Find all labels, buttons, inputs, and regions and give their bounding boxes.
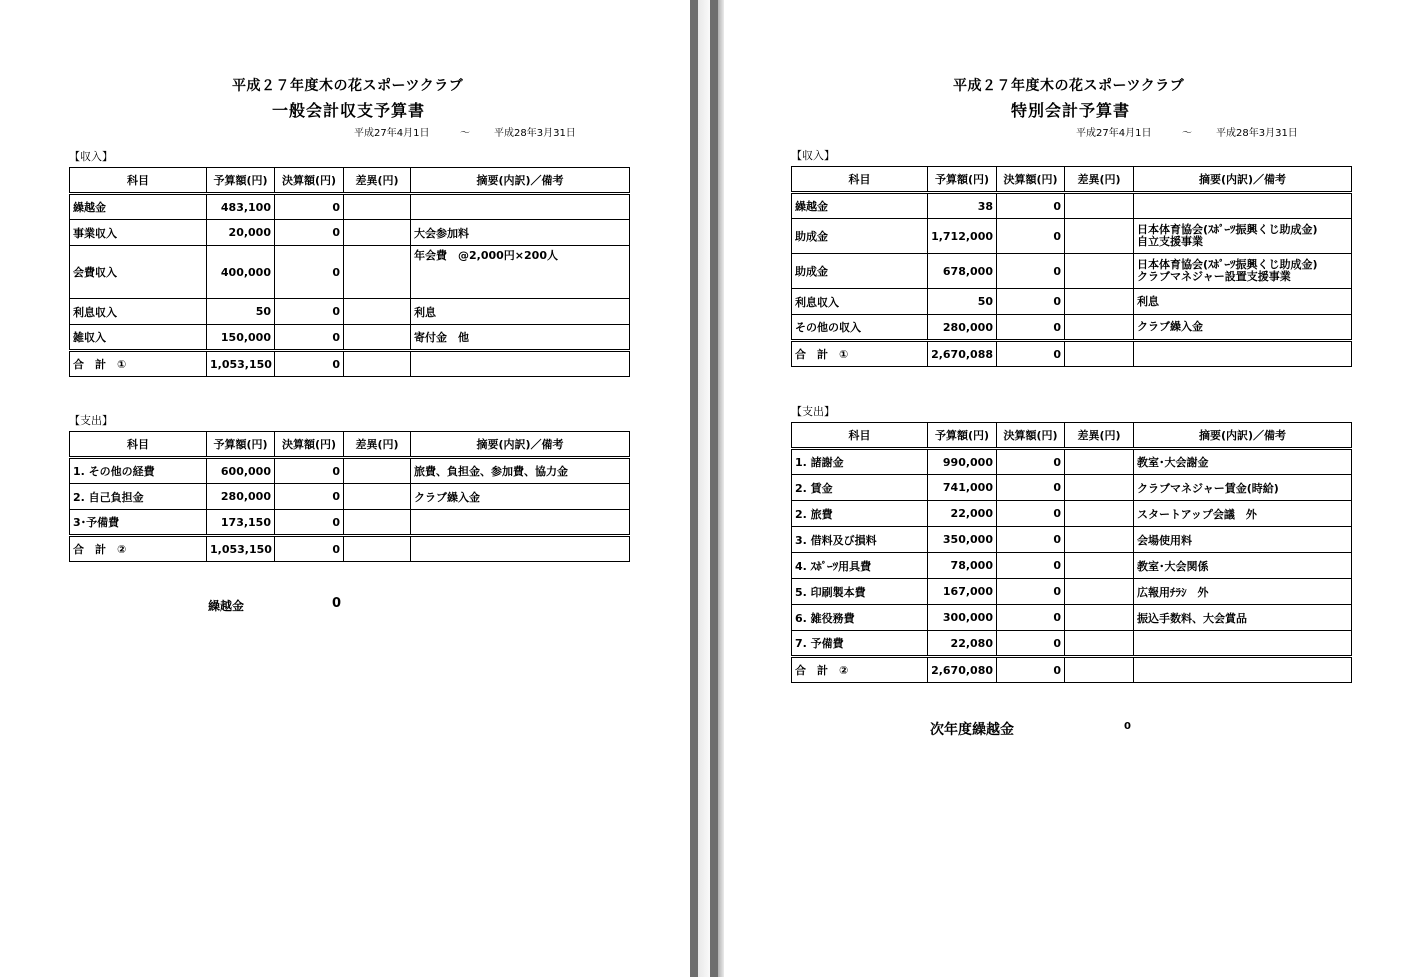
row-settled: 0 — [275, 194, 344, 220]
row-budget: 350,000 — [928, 527, 997, 553]
col-diff: 差異(円) — [344, 432, 411, 458]
row-budget: 280,000 — [928, 315, 997, 341]
table-row — [70, 458, 630, 484]
row-budget: 600,000 — [207, 458, 275, 484]
row-budget: 22,000 — [928, 501, 997, 527]
right-period-tilde: ～ — [1182, 128, 1192, 139]
left-period-end: 平成28年3月31日 — [494, 128, 576, 139]
table-header-row — [70, 168, 630, 194]
page-separator — [710, 0, 718, 977]
row-settled: 0 — [997, 219, 1065, 254]
row-subject: 雑収入 — [70, 325, 207, 351]
row-diff — [1065, 579, 1134, 605]
row-settled: 0 — [275, 299, 344, 325]
col-subject: 科目 — [70, 168, 207, 194]
table-row — [792, 289, 1352, 315]
row-budget: 678,000 — [928, 254, 997, 289]
row-diff — [344, 325, 411, 351]
table-header-row — [792, 423, 1352, 449]
row-subject: 7. 予備費 — [792, 631, 928, 657]
left-expense-table — [69, 431, 630, 562]
total-note — [411, 351, 630, 377]
row-diff — [1065, 631, 1134, 657]
total-subject: 合 計 ① — [792, 341, 928, 367]
total-budget: 1,053,150 — [207, 351, 275, 377]
row-note-line1: 日本体育協会(ｽﾎﾟｰﾂ振興くじ助成金) — [1137, 258, 1318, 271]
table-row — [70, 299, 630, 325]
right-title: 平成２７年度木の花スポーツクラブ — [953, 78, 1185, 94]
row-settled: 0 — [275, 325, 344, 351]
row-budget: 50 — [207, 299, 275, 325]
row-settled: 0 — [275, 246, 344, 299]
right-carry-value: 0 — [1124, 721, 1131, 732]
row-settled: 0 — [997, 289, 1065, 315]
left-period-tilde: ～ — [460, 128, 470, 139]
total-diff — [344, 351, 411, 377]
total-diff — [1065, 341, 1134, 367]
row-diff — [1065, 605, 1134, 631]
table-total-row — [792, 341, 1352, 367]
row-subject: 助成金 — [792, 219, 928, 254]
left-period-start: 平成27年4月1日 — [354, 128, 430, 139]
row-note: クラブマネジャー賃金(時給) — [1134, 475, 1352, 501]
row-subject: その他の収入 — [792, 315, 928, 341]
row-settled: 0 — [997, 254, 1065, 289]
row-subject: 助成金 — [792, 254, 928, 289]
row-settled: 0 — [997, 501, 1065, 527]
row-note-line1: クラブ繰入金 — [1137, 320, 1203, 333]
row-note — [1134, 193, 1352, 219]
right-carry-label: 次年度繰越金 — [930, 722, 1014, 738]
row-note — [1134, 219, 1352, 254]
row-note: 教室･大会関係 — [1134, 553, 1352, 579]
row-settled: 0 — [275, 458, 344, 484]
row-budget: 990,000 — [928, 449, 997, 475]
row-settled: 0 — [997, 475, 1065, 501]
row-subject: 繰越金 — [70, 194, 207, 220]
table-row — [70, 246, 630, 299]
row-note — [1134, 315, 1352, 341]
row-budget: 20,000 — [207, 220, 275, 246]
row-diff — [1065, 193, 1134, 219]
row-settled: 0 — [997, 193, 1065, 219]
row-settled: 0 — [997, 553, 1065, 579]
row-note-line1: 利息 — [1137, 294, 1159, 308]
row-settled: 0 — [997, 605, 1065, 631]
row-note: スタートアップ会議 外 — [1134, 501, 1352, 527]
col-note: 摘要(内訳)／備考 — [1134, 167, 1352, 193]
row-settled: 0 — [275, 484, 344, 510]
col-budget: 予算額(円) — [928, 423, 997, 449]
table-row — [70, 220, 630, 246]
table-row — [70, 484, 630, 510]
row-budget: 400,000 — [207, 246, 275, 299]
row-subject: 2. 賃金 — [792, 475, 928, 501]
row-diff — [1065, 553, 1134, 579]
table-row — [792, 553, 1352, 579]
table-row — [70, 194, 630, 220]
col-note: 摘要(内訳)／備考 — [411, 168, 630, 194]
row-subject: 事業収入 — [70, 220, 207, 246]
total-settled: 0 — [997, 657, 1065, 683]
row-subject: 6. 雑役務費 — [792, 605, 928, 631]
left-income-label: 【収入】 — [69, 150, 113, 163]
row-subject: 4. ｽﾎﾟｰﾂ用具費 — [792, 553, 928, 579]
row-settled: 0 — [275, 510, 344, 536]
left-carry-value: 0 — [332, 596, 342, 611]
table-row — [792, 449, 1352, 475]
row-budget: 38 — [928, 193, 997, 219]
right-document-page — [724, 0, 1412, 977]
table-row — [792, 254, 1352, 289]
row-note: 旅費、負担金、参加費、協力金 — [411, 458, 630, 484]
row-note-line2: クラブマネジャー設置支援事業 — [1137, 270, 1291, 283]
table-row — [792, 579, 1352, 605]
col-budget: 予算額(円) — [207, 168, 275, 194]
row-subject: 利息収入 — [792, 289, 928, 315]
row-note — [411, 510, 630, 536]
row-subject: 2. 旅費 — [792, 501, 928, 527]
total-budget: 2,670,080 — [928, 657, 997, 683]
row-diff — [344, 246, 411, 299]
left-document-page — [0, 0, 690, 977]
right-subtitle: 特別会計予算書 — [1011, 101, 1131, 120]
row-diff — [344, 299, 411, 325]
row-note: 会場使用料 — [1134, 527, 1352, 553]
left-subtitle: 一般会計収支予算書 — [272, 101, 426, 120]
row-diff — [344, 510, 411, 536]
row-diff — [344, 458, 411, 484]
right-income-label: 【収入】 — [791, 149, 835, 162]
total-budget: 2,670,088 — [928, 341, 997, 367]
table-header-row — [792, 167, 1352, 193]
row-note: 大会参加料 — [411, 220, 630, 246]
col-budget: 予算額(円) — [207, 432, 275, 458]
table-row — [792, 605, 1352, 631]
total-subject: 合 計 ② — [792, 657, 928, 683]
row-note: 教室･大会謝金 — [1134, 449, 1352, 475]
row-note-line2: 自立支援事業 — [1137, 235, 1203, 248]
total-note — [1134, 657, 1352, 683]
row-diff — [1065, 527, 1134, 553]
row-diff — [344, 220, 411, 246]
total-diff — [1065, 657, 1134, 683]
row-subject: 1. 諸謝金 — [792, 449, 928, 475]
row-settled: 0 — [997, 527, 1065, 553]
row-subject: 5. 印刷製本費 — [792, 579, 928, 605]
row-budget: 173,150 — [207, 510, 275, 536]
table-row — [792, 501, 1352, 527]
table-total-row — [792, 657, 1352, 683]
row-diff — [1065, 475, 1134, 501]
table-row — [792, 193, 1352, 219]
row-diff — [1065, 254, 1134, 289]
row-subject: 会費収入 — [70, 246, 207, 299]
col-subject: 科目 — [792, 423, 928, 449]
total-note — [1134, 341, 1352, 367]
row-budget: 150,000 — [207, 325, 275, 351]
col-settled: 決算額(円) — [997, 167, 1065, 193]
row-note: クラブ繰入金 — [411, 484, 630, 510]
row-diff — [1065, 315, 1134, 341]
right-period-start: 平成27年4月1日 — [1076, 128, 1152, 139]
row-budget: 1,712,000 — [928, 219, 997, 254]
row-budget: 300,000 — [928, 605, 997, 631]
row-subject: 3. 借料及び損料 — [792, 527, 928, 553]
row-settled: 0 — [997, 631, 1065, 657]
table-row — [792, 527, 1352, 553]
col-subject: 科目 — [70, 432, 207, 458]
row-diff — [1065, 289, 1134, 315]
right-period-end: 平成28年3月31日 — [1216, 128, 1298, 139]
col-diff: 差異(円) — [344, 168, 411, 194]
total-settled: 0 — [275, 536, 344, 562]
row-settled: 0 — [997, 449, 1065, 475]
row-diff — [344, 194, 411, 220]
row-budget: 50 — [928, 289, 997, 315]
total-settled: 0 — [275, 351, 344, 377]
col-note: 摘要(内訳)／備考 — [411, 432, 630, 458]
total-subject: 合 計 ② — [70, 536, 207, 562]
row-budget: 78,000 — [928, 553, 997, 579]
row-budget: 167,000 — [928, 579, 997, 605]
total-budget: 1,053,150 — [207, 536, 275, 562]
left-expense-label: 【支出】 — [69, 414, 113, 427]
col-diff: 差異(円) — [1065, 167, 1134, 193]
table-row — [792, 631, 1352, 657]
row-note: 年会費 @2,000円×200人 — [411, 246, 630, 299]
col-note: 摘要(内訳)／備考 — [1134, 423, 1352, 449]
col-settled: 決算額(円) — [275, 432, 344, 458]
right-expense-label: 【支出】 — [791, 405, 835, 418]
row-subject: 1. その他の経費 — [70, 458, 207, 484]
row-diff — [1065, 449, 1134, 475]
row-note-line1: 日本体育協会(ｽﾎﾟｰﾂ振興くじ助成金) — [1137, 223, 1318, 236]
left-title: 平成２７年度木の花スポーツクラブ — [232, 78, 464, 94]
row-subject: 2. 自己負担金 — [70, 484, 207, 510]
col-settled: 決算額(円) — [275, 168, 344, 194]
table-row — [70, 325, 630, 351]
col-budget: 予算額(円) — [928, 167, 997, 193]
row-subject: 利息収入 — [70, 299, 207, 325]
row-budget: 22,080 — [928, 631, 997, 657]
row-diff — [344, 484, 411, 510]
page-separator — [690, 0, 698, 977]
row-note — [1134, 254, 1352, 289]
row-note: 寄付金 他 — [411, 325, 630, 351]
row-settled: 0 — [275, 220, 344, 246]
table-total-row — [70, 351, 630, 377]
row-settled: 0 — [997, 579, 1065, 605]
table-header-row — [70, 432, 630, 458]
left-carry-label: 繰越金 — [208, 599, 245, 613]
left-income-table — [69, 167, 630, 377]
row-note: 広報用ﾁﾗｼ 外 — [1134, 579, 1352, 605]
row-diff — [1065, 219, 1134, 254]
total-diff — [344, 536, 411, 562]
row-subject: 繰越金 — [792, 193, 928, 219]
row-budget: 280,000 — [207, 484, 275, 510]
row-note — [411, 194, 630, 220]
table-row — [792, 475, 1352, 501]
row-subject: 3･予備費 — [70, 510, 207, 536]
total-settled: 0 — [997, 341, 1065, 367]
row-diff — [1065, 501, 1134, 527]
right-expense-table — [791, 422, 1352, 683]
row-note: 振込手数料、大会賞品 — [1134, 605, 1352, 631]
table-row — [792, 219, 1352, 254]
row-settled: 0 — [997, 315, 1065, 341]
total-subject: 合 計 ① — [70, 351, 207, 377]
page-gap — [698, 0, 710, 977]
row-budget: 483,100 — [207, 194, 275, 220]
col-settled: 決算額(円) — [997, 423, 1065, 449]
total-note — [411, 536, 630, 562]
row-budget: 741,000 — [928, 475, 997, 501]
row-note: 利息 — [411, 299, 630, 325]
right-income-table — [791, 166, 1352, 367]
col-diff: 差異(円) — [1065, 423, 1134, 449]
col-subject: 科目 — [792, 167, 928, 193]
table-row — [70, 510, 630, 536]
row-note — [1134, 289, 1352, 315]
table-row — [792, 315, 1352, 341]
row-note — [1134, 631, 1352, 657]
table-total-row — [70, 536, 630, 562]
